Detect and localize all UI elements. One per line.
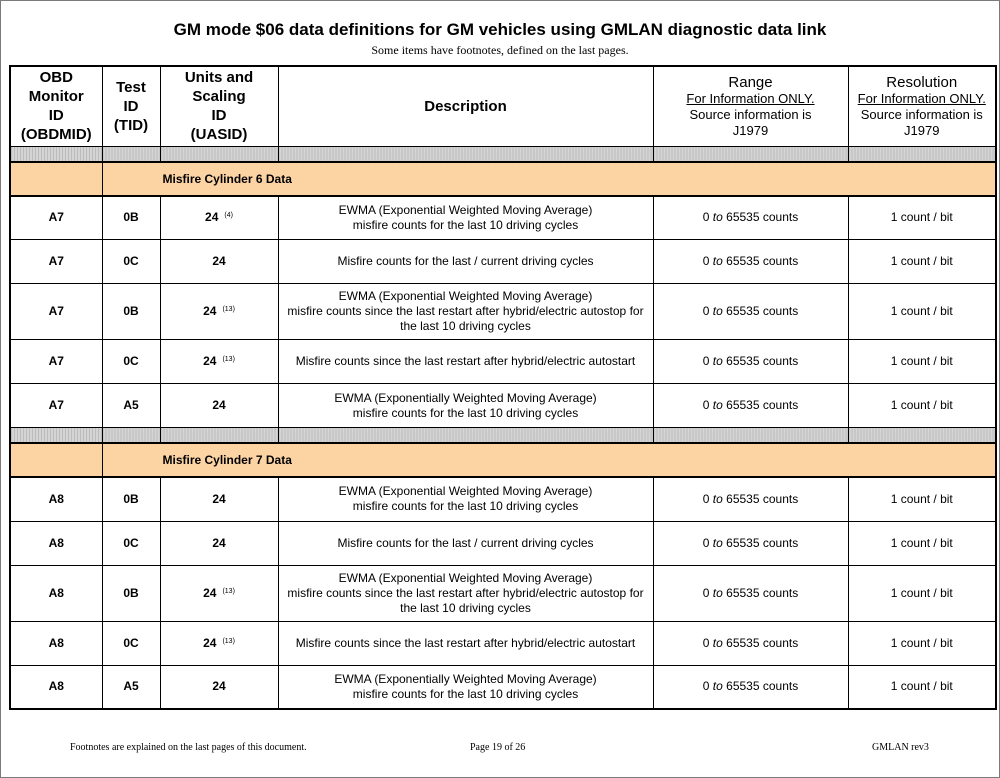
- cell-uasid: [160, 384, 278, 428]
- header-tid-line: (TID): [113, 116, 149, 134]
- cell-resolution: 1 count / bit: [848, 384, 996, 428]
- header-obdmid-line: OBD: [39, 69, 73, 87]
- cell-description: [278, 384, 653, 428]
- table-row: [10, 565, 996, 621]
- separator-cell: [848, 428, 996, 444]
- separator-cell: [10, 428, 102, 444]
- header-range-source: Source information is: [689, 106, 812, 122]
- uasid-value: 24: [212, 398, 226, 412]
- range-to: to: [712, 635, 723, 650]
- table-row: [10, 521, 996, 565]
- uasid-value: 24: [212, 679, 226, 694]
- separator-cell: [102, 146, 160, 162]
- range-max: 65535 counts: [726, 398, 799, 412]
- range-to: to: [712, 585, 723, 600]
- header-uasid-line: (UASID): [190, 126, 248, 144]
- header-uasid-line: Scaling: [192, 88, 246, 106]
- table-row: [10, 477, 996, 521]
- cell-uasid: [160, 521, 278, 565]
- range-min: 0: [702, 635, 710, 650]
- description-line: EWMA (Exponential Weighted Moving Average): [338, 570, 593, 585]
- document-subtitle: Some items have footnotes, defined on the last pages.: [371, 43, 629, 57]
- uasid-value: 24: [205, 210, 219, 225]
- cell-resolution: 1 count / bit: [848, 521, 996, 565]
- uasid-value: 24: [203, 354, 217, 368]
- header-resolution-source-ref: J1979: [904, 122, 940, 138]
- cell-tid: 0B: [102, 284, 160, 340]
- header-description: Description: [278, 66, 653, 146]
- cell-obdmid: A7: [10, 240, 102, 284]
- cell-obdmid: A7: [10, 384, 102, 428]
- range-min: 0: [702, 679, 710, 694]
- cell-description: [278, 565, 653, 621]
- description-line: Misfire counts since the last restart after hybrid/electric autostart: [295, 635, 636, 650]
- footnote-marker: (4): [224, 212, 233, 220]
- footer-note: Footnotes are explained on the last pages of this document.: [70, 742, 307, 753]
- section-header-row: [10, 443, 996, 477]
- header-tid: [102, 66, 160, 146]
- cell-resolution: 1 count / bit: [848, 565, 996, 621]
- section-title: Misfire Cylinder 7 Data: [102, 443, 996, 477]
- header-resolution-source: Source information is: [860, 106, 983, 122]
- description-line: EWMA (Exponential Weighted Moving Average): [338, 289, 593, 303]
- description-line: misfire counts for the last 10 driving cycles: [352, 405, 579, 420]
- table-row: [10, 340, 996, 384]
- header-range-source-ref: J1979: [732, 122, 769, 138]
- header-uasid: [160, 66, 278, 146]
- cell-description: [278, 240, 653, 284]
- description-line: misfire counts since the last restart after hybrid/electric autostop for: [287, 304, 644, 318]
- separator-cell: [653, 146, 848, 162]
- separator-cell: [278, 146, 653, 162]
- cell-tid: 0C: [102, 521, 160, 565]
- cell-uasid: [160, 665, 278, 709]
- range-min: 0: [702, 304, 710, 318]
- section-header-row: [10, 162, 996, 196]
- cell-tid: 0C: [102, 621, 160, 665]
- section-title: Misfire Cylinder 6 Data: [102, 162, 996, 196]
- cell-obdmid: A8: [10, 621, 102, 665]
- range-to: to: [712, 304, 723, 318]
- cell-uasid: [160, 240, 278, 284]
- cell-range: [653, 240, 848, 284]
- header-range-title: Range: [728, 73, 773, 91]
- separator-cell: [653, 428, 848, 444]
- footer-page-number: Page 19 of 26: [470, 742, 526, 753]
- header-uasid-line: ID: [211, 107, 227, 125]
- cell-range: [653, 384, 848, 428]
- range-to: to: [712, 354, 723, 368]
- cell-tid: A5: [102, 665, 160, 709]
- cell-tid: 0C: [102, 240, 160, 284]
- description-line: Misfire counts since the last restart after hybrid/electric autostart: [295, 354, 636, 368]
- uasid-value: 24: [212, 535, 226, 550]
- range-min: 0: [702, 535, 710, 550]
- cell-resolution: 1 count / bit: [848, 284, 996, 340]
- section-blank-cell: [10, 443, 102, 477]
- description-line: Misfire counts for the last / current driving cycles: [337, 254, 594, 268]
- table-row: [10, 196, 996, 240]
- cell-obdmid: A8: [10, 521, 102, 565]
- separator-row: [10, 428, 996, 444]
- description-line: EWMA (Exponentially Weighted Moving Average): [334, 671, 597, 686]
- range-min: 0: [702, 354, 710, 368]
- range-max: 65535 counts: [726, 210, 799, 225]
- uasid-value: 24: [203, 635, 217, 650]
- cell-description: [278, 340, 653, 384]
- range-min: 0: [702, 254, 710, 268]
- cell-resolution: 1 count / bit: [848, 196, 996, 240]
- range-min: 0: [702, 210, 710, 225]
- cell-tid: 0C: [102, 340, 160, 384]
- range-max: 65535 counts: [726, 585, 799, 600]
- cell-range: [653, 284, 848, 340]
- range-min: 0: [702, 398, 710, 412]
- separator-row: [10, 146, 996, 162]
- document-title: GM mode $06 data definitions for GM vehicles using GMLAN diagnostic data link: [173, 20, 827, 39]
- table-row: [10, 240, 996, 284]
- cell-range: [653, 340, 848, 384]
- cell-range: [653, 521, 848, 565]
- range-max: 65535 counts: [726, 635, 799, 650]
- uasid-value: 24: [212, 491, 226, 506]
- cell-resolution: 1 count / bit: [848, 621, 996, 665]
- description-line: EWMA (Exponentially Weighted Moving Average): [334, 390, 597, 405]
- cell-uasid: [160, 477, 278, 521]
- header-tid-line: Test: [116, 78, 146, 96]
- range-max: 65535 counts: [726, 491, 799, 506]
- cell-uasid: [160, 284, 278, 340]
- header-row: [10, 66, 996, 146]
- header-resolution: [848, 66, 996, 146]
- cell-tid: A5: [102, 384, 160, 428]
- cell-uasid: [160, 621, 278, 665]
- cell-obdmid: A7: [10, 340, 102, 384]
- separator-cell: [160, 146, 278, 162]
- description-line: misfire counts for the last 10 driving cycles: [352, 686, 579, 701]
- description-line: misfire counts for the last 10 driving cycles: [352, 217, 579, 232]
- table-row: [10, 384, 996, 428]
- cell-obdmid: A7: [10, 196, 102, 240]
- header-range-note: For Information ONLY.: [686, 90, 815, 106]
- description-line: EWMA (Exponential Weighted Moving Average): [338, 202, 593, 217]
- cell-description: [278, 521, 653, 565]
- mode06-table: [9, 65, 997, 710]
- range-to: to: [712, 254, 723, 268]
- cell-resolution: 1 count / bit: [848, 477, 996, 521]
- description-line: misfire counts since the last restart after hybrid/electric autostop for: [287, 585, 644, 600]
- separator-cell: [278, 428, 653, 444]
- header-uasid-line: Units and: [184, 69, 254, 87]
- table-row: [10, 284, 996, 340]
- description-line: EWMA (Exponential Weighted Moving Average): [338, 484, 593, 499]
- section-blank-cell: [10, 162, 102, 196]
- cell-uasid: [160, 340, 278, 384]
- range-to: to: [712, 535, 723, 550]
- footer-revision: GMLAN rev3: [872, 742, 929, 753]
- description-line: the last 10 driving cycles: [400, 600, 531, 615]
- separator-cell: [10, 146, 102, 162]
- footnote-marker: (13): [222, 356, 235, 363]
- description-line: Misfire counts for the last / current driving cycles: [337, 535, 594, 550]
- header-range: [653, 66, 848, 146]
- footnote-marker: (13): [222, 306, 235, 313]
- uasid-value: 24: [203, 585, 217, 600]
- header-obdmid-line: ID: [48, 107, 64, 125]
- range-to: to: [712, 679, 723, 694]
- header-obdmid-line: Monitor: [28, 88, 84, 106]
- cell-range: [653, 621, 848, 665]
- cell-resolution: 1 count / bit: [848, 340, 996, 384]
- separator-cell: [160, 428, 278, 444]
- cell-obdmid: A8: [10, 665, 102, 709]
- header-resolution-note: For Information ONLY.: [857, 90, 986, 106]
- description-line: misfire counts for the last 10 driving cycles: [352, 499, 579, 514]
- header-obdmid: [10, 66, 102, 146]
- cell-uasid: [160, 565, 278, 621]
- cell-description: [278, 196, 653, 240]
- range-to: to: [712, 210, 723, 225]
- range-min: 0: [702, 585, 710, 600]
- header-tid-line: ID: [123, 97, 139, 115]
- separator-cell: [102, 428, 160, 444]
- cell-tid: 0B: [102, 565, 160, 621]
- range-max: 65535 counts: [726, 535, 799, 550]
- cell-resolution: 1 count / bit: [848, 240, 996, 284]
- uasid-value: 24: [212, 254, 226, 268]
- table-row: [10, 621, 996, 665]
- header-resolution-title: Resolution: [886, 73, 958, 91]
- range-to: to: [712, 398, 723, 412]
- cell-description: [278, 477, 653, 521]
- cell-resolution: 1 count / bit: [848, 665, 996, 709]
- cell-range: [653, 477, 848, 521]
- range-max: 65535 counts: [726, 354, 799, 368]
- cell-obdmid: A8: [10, 477, 102, 521]
- range-min: 0: [702, 491, 710, 506]
- table-row: [10, 665, 996, 709]
- cell-tid: 0B: [102, 196, 160, 240]
- footnote-marker: (13): [222, 587, 235, 595]
- cell-range: [653, 196, 848, 240]
- cell-uasid: [160, 196, 278, 240]
- description-line: the last 10 driving cycles: [400, 319, 531, 333]
- range-to: to: [712, 491, 723, 506]
- range-max: 65535 counts: [726, 254, 799, 268]
- uasid-value: 24: [203, 304, 217, 318]
- cell-obdmid: A8: [10, 565, 102, 621]
- cell-description: [278, 665, 653, 709]
- range-max: 65535 counts: [726, 304, 799, 318]
- cell-obdmid: A7: [10, 284, 102, 340]
- footnote-marker: (13): [222, 637, 235, 645]
- cell-description: [278, 621, 653, 665]
- cell-tid: 0B: [102, 477, 160, 521]
- header-obdmid-line: (OBDMID): [20, 126, 92, 144]
- cell-description: [278, 284, 653, 340]
- cell-range: [653, 665, 848, 709]
- separator-cell: [848, 146, 996, 162]
- range-max: 65535 counts: [726, 679, 799, 694]
- cell-range: [653, 565, 848, 621]
